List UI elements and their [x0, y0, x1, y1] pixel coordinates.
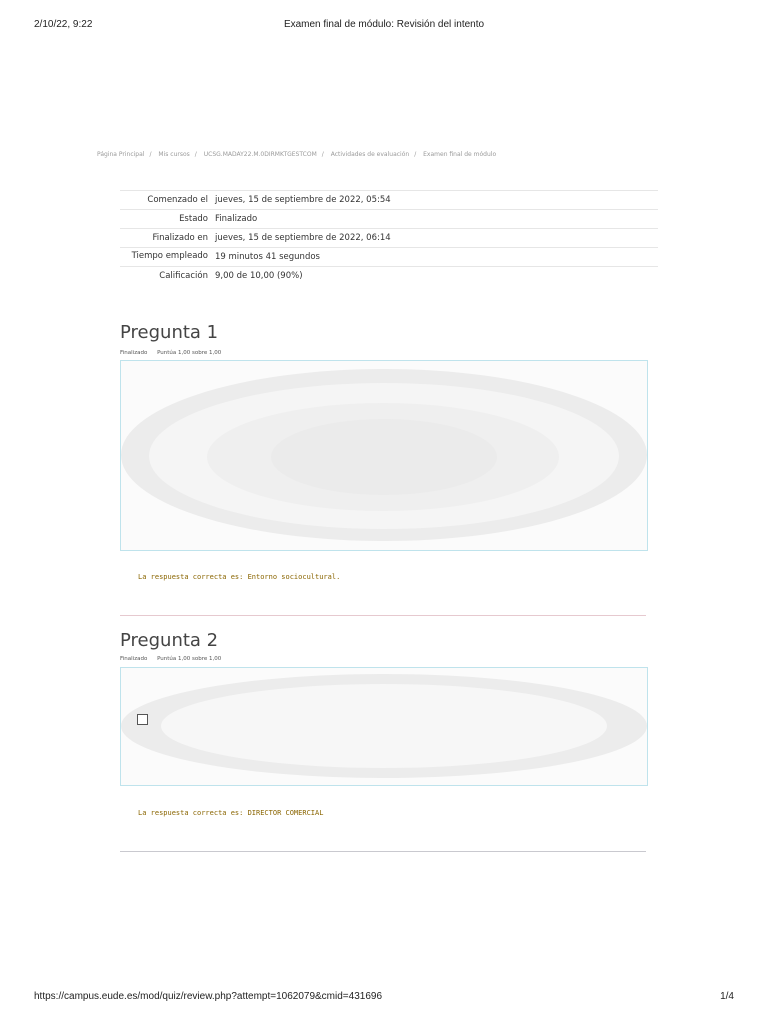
question-2-divider	[120, 851, 646, 852]
question-1-divider	[120, 615, 646, 616]
breadcrumb-separator: /	[414, 151, 417, 158]
summary-label-grade: Calificación	[159, 271, 208, 281]
question-1-state: Finalizado	[120, 350, 148, 356]
question-2-blur-mid	[161, 684, 607, 768]
question-1-content-box	[120, 360, 648, 551]
summary-label-started: Comenzado el	[147, 195, 208, 205]
summary-row	[120, 229, 658, 248]
summary-row	[120, 191, 658, 210]
breadcrumb-separator: /	[321, 151, 324, 158]
summary-row	[120, 267, 658, 286]
summary-value-finished: jueves, 15 de septiembre de 2022, 06:14	[215, 233, 391, 243]
question-2-info	[120, 656, 221, 662]
question-2-correct-answer: La respuesta correcta es: DIRECTOR COMERCIAL	[138, 809, 324, 817]
breadcrumb	[97, 151, 496, 158]
summary-row	[120, 210, 658, 229]
breadcrumb-activities[interactable]: Actividades de evaluación	[330, 151, 410, 158]
summary-label-finished: Finalizado en	[152, 233, 208, 243]
question-2-content-box	[120, 667, 648, 786]
summary-value-state: Finalizado	[215, 214, 258, 224]
summary-value-time-taken: 19 minutos 41 segundos	[215, 252, 320, 262]
breadcrumb-separator: /	[194, 151, 197, 158]
breadcrumb-my-courses[interactable]: Mis cursos	[158, 151, 190, 158]
question-2-mark: Puntúa 1,00 sobre 1,00	[157, 656, 222, 662]
print-footer-url: https://campus.eude.es/mod/quiz/review.php?attempt=1062079&cmid=431696	[34, 991, 383, 1002]
question-2-title: Pregunta 2	[120, 630, 219, 651]
summary-value-started: jueves, 15 de septiembre de 2022, 05:54	[215, 195, 391, 205]
question-1-title: Pregunta 1	[120, 322, 219, 343]
print-footer-page: 1/4	[720, 991, 734, 1002]
summary-label-time-taken: Tiempo empleado	[131, 251, 208, 261]
summary-label-state: Estado	[179, 214, 208, 224]
breadcrumb-course[interactable]: UCSG.MADAY22.M.0DIRMKTGESTCOM	[203, 151, 317, 158]
question-2-checkbox[interactable]	[137, 714, 148, 725]
breadcrumb-home[interactable]: Página Principal	[97, 151, 145, 158]
question-1-mark: Puntúa 1,00 sobre 1,00	[157, 350, 222, 356]
breadcrumb-exam[interactable]: Examen final de módulo	[423, 151, 497, 158]
print-header-title: Examen final de módulo: Revisión del intento	[283, 19, 485, 30]
attempt-summary-table	[120, 190, 658, 285]
question-1-info	[120, 350, 221, 356]
print-header-date: 2/10/22, 9:22	[34, 19, 93, 30]
summary-row	[120, 248, 658, 267]
breadcrumb-separator: /	[149, 151, 152, 158]
question-1-blur-center	[271, 419, 497, 495]
summary-value-grade: 9,00 de 10,00 (90%)	[215, 271, 303, 281]
question-1-correct-answer: La respuesta correcta es: Entorno sociocultural.	[138, 573, 341, 581]
question-2-state: Finalizado	[120, 656, 148, 662]
